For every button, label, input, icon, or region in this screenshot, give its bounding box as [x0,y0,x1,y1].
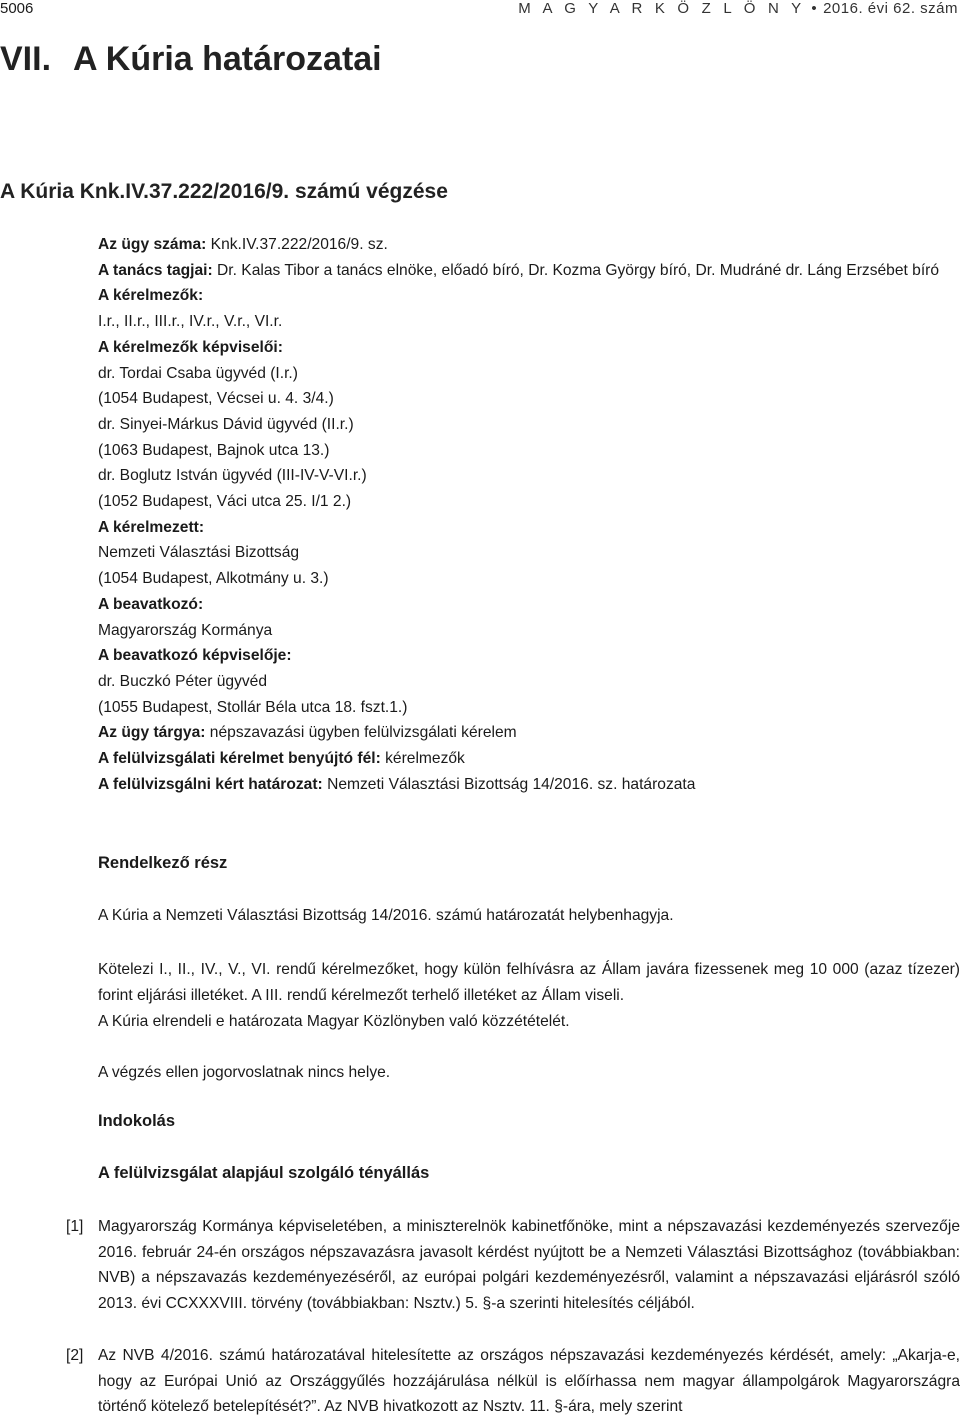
panel-label: A tanács tagjai: [98,261,213,279]
operative-heading: Rendelkező rész [98,854,228,872]
case-number: Knk.IV.37.222/2016/9. sz. [210,236,388,253]
filer-label: A felülvizsgálati kérelmet benyújtó fél: [98,750,381,768]
numbered-paragraph-1 [66,1214,960,1317]
intervener-label: A beavatkozó: [98,595,204,613]
intervener-rep: dr. Buczkó Péter ügyvéd [98,672,268,690]
operative-paragraph-1: A Kúria a Nemzeti Választási Bizottság 14/2016. számú határozatát helybenhagyja. [98,907,674,924]
case-info [98,232,960,797]
bullet-separator: • [811,0,818,17]
case-number-label: Az ügy száma: [98,236,207,253]
subject-label: Az ügy tárgya: [98,724,206,742]
representative-2-name: dr. Sinyei-Márkus Dávid ügyvéd (II.r.) [98,415,354,433]
filer: kérelmezők [385,750,465,768]
panel-line [98,258,960,284]
representative-1-name: dr. Tordai Csaba ügyvéd (I.r.) [98,364,298,382]
representative-1-address: (1054 Budapest, Vécsei u. 4. 3/4.) [98,390,334,408]
decision-title: A Kúria Knk.IV.37.222/2016/9. számú végzése [0,180,448,203]
paragraph-marker: [2] [66,1347,84,1364]
chapter-name: A Kúria határozatai [73,40,382,78]
facts-subheading: A felülvizsgálat alapjául szolgáló tényállás [98,1164,430,1182]
chapter-number: VII. [0,40,52,78]
applicants-label: A kérelmezők: [98,287,204,305]
journal-name: M A G Y A R K Ö Z L Ö N Y [518,0,806,17]
reasoning-heading: Indokolás [98,1112,176,1130]
page-number: 5006 [0,0,34,17]
filer-line [98,746,960,772]
issue-label: 2016. évi 62. szám [823,0,958,17]
reviewed-line [98,772,960,798]
intervener: Magyarország Kormánya [98,621,273,639]
journal-title [518,0,958,17]
reviewed-label: A felülvizsgálni kért határozat: [98,775,323,793]
representative-3-address: (1052 Budapest, Váci utca 25. I/1 2.) [98,493,352,511]
applicants: I.r., II.r., III.r., IV.r., V.r., VI.r. [98,313,283,331]
respondent-label: A kérelmezett: [98,518,205,536]
representative-3-name: dr. Boglutz István ügyvéd (III-IV-V-VI.r.) [98,467,367,485]
representative-2-address: (1063 Budapest, Bajnok utca 13.) [98,441,330,459]
panel-members: Dr. Kalas Tibor a tanács elnöke, előadó bíró, Dr. Kozma György bíró, Dr. Mudráné dr. Láng Erzsébet bíró [217,261,940,279]
page-header [0,0,960,20]
reviewed-decision: Nemzeti Választási Bizottság 14/2016. sz. határozata [327,775,696,793]
chapter-title [0,40,382,79]
paragraph-marker: [1] [66,1218,84,1235]
operative-paragraph-4: A végzés ellen jogorvoslatnak nincs helye. [98,1064,391,1081]
operative-paragraph-3: A Kúria elrendeli e határozata Magyar Közlönyben való közzétételét. [98,1013,570,1030]
respondent: Nemzeti Választási Bizottság [98,544,300,562]
intervener-rep-address: (1055 Budapest, Stollár Béla utca 18. fszt.1.) [98,698,408,716]
case-number-line [98,232,960,258]
paragraph-text: Magyarország Kormánya képviseletében, a miniszterelnök kabinetfőnöke, mint a népszavazási kezdeményezés szervezője 2016. február 24-én országos népszavazásra javasolt kérdést nyújtott be a Nemzeti Választási Bizottsághoz (továbbiakban: NVB) a népszavazás kezdeményezéséről, az európai polgári kezdeményezésről, valamint a népszavazási eljárásról szóló 2013. évi CCXXXVIII. törvény (továbbiakban: Nsztv.) 5. §-a szerinti hitelesítés céljából. [98,1218,960,1313]
subject: népszavazási ügyben felülvizsgálati kérelem [209,724,517,742]
respondent-address: (1054 Budapest, Alkotmány u. 3.) [98,570,329,588]
intervener-rep-label: A beavatkozó képviselője: [98,647,292,665]
numbered-paragraph-2 [66,1343,960,1420]
paragraph-text: Az NVB 4/2016. számú határozatával hitelesítette az országos népszavazási kezdeményezés kérdését, amely: „Akarja-e, hogy az Európai Unió az Országgyűlés hozzájárulása nélkül is előírhassa nem magyar állampolgárok Magyarországra történő kötelező betelepítését?”. Az NVB hivatkozott az Nsztv. 11. §-ára, mely szerint [98,1347,960,1416]
subject-line [98,720,960,746]
operative-paragraph-2: Kötelezi I., II., IV., V., VI. rendű kérelmezőket, hogy külön felhívásra az Állam javára fizessenek meg 10 000 (azaz tízezer) forint eljárási illetéket. A III. rendű kérelmezőt terhelő illetéket az Állam viseli. [98,961,960,1004]
representatives-label: A kérelmezők képviselői: [98,338,283,356]
